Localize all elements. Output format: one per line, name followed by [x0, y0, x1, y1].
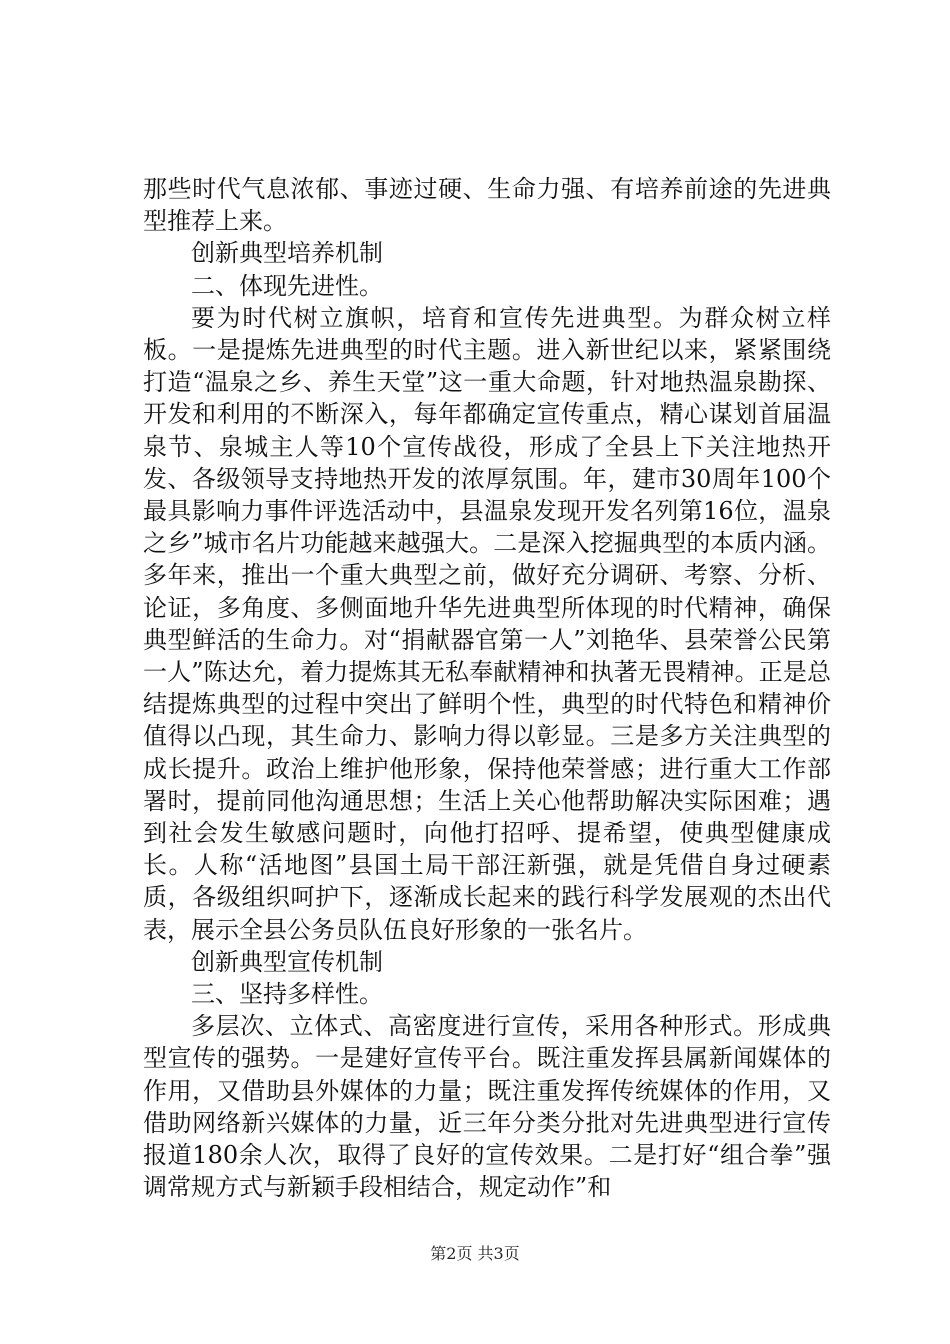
paragraph-continuation: 那些时代气息浓郁、事迹过硬、生命力强、有培养前途的先进典型推荐上来。 — [143, 175, 831, 236]
page-number-footer: 第2页 共3页 — [430, 1244, 520, 1263]
paragraph-diversity-body: 多层次、立体式、高密度进行宣传，采用各种形式。形成典型宣传的强势。一是建好宣传平台。既注重发挥县属新闻媒体的作用，又借助县外媒体的力量；既注重发挥传统媒体的作用，又借助网络新兴媒体的力量，近三年分类分批对先进典型进行宣传报道180余人次，取得了良好的宣传效果。二是打好“组合拳”强调常规方式与新颖手段相结合，规定动作”和 — [143, 1012, 831, 1202]
paragraph-advanced-body: 要为时代树立旗帜，培育和宣传先进典型。为群众树立样板。一是提炼先进典型的时代主题。进入新世纪以来，紧紧围绕打造“温泉之乡、养生天堂”这一重大命题，针对地热温泉勘探、开发和利用的不断深入，每年都确定宣传重点，精心谋划首届温泉节、泉城主人等10个宣传战役，形成了全县上下关注地热开发、各级领导支持地热开发的浓厚氛围。年，建市30周年100个最具影响力事件评选活动中，县温泉发现开发名列第16位，温泉之乡”城市名片功能越来越强大。二是深入挖掘典型的本质内涵。多年来，推出一个重大典型之前，做好充分调研、考察、分析、论证，多角度、多侧面地升华先进典型所体现的时代精神，确保典型鲜活的生命力。对“捐献器官第一人”刘艳华、县荣誉公民第一人”陈达允，着力提炼其无私奉献精神和执著无畏精神。正是总结提炼典型的过程中突出了鲜明个性，典型的时代特色和精神价值得以凸现，其生命力、影响力得以彰显。三是多方关注典型的成长提升。政治上维护他形象，保持他荣誉感；进行重大工作部署时，提前同他沟通思想；生活上关心他帮助解决实际困难；遇到社会发生敏感问题时，向他打招呼、提希望，使典型健康成长。人称“活地图”县国土局干部汪新强，就是凭借自身过硬素质，各级组织呵护下，逐渐成长起来的践行科学发展观的杰出代表，展示全县公务员队伍良好形象的一张名片。 — [143, 303, 831, 944]
section-heading-publicity: 创新典型宣传机制 — [191, 947, 383, 976]
section-title-diversity: 三、坚持多样性。 — [191, 980, 383, 1009]
document-body — [143, 173, 831, 1204]
section-heading-cultivation: 创新典型培养机制 — [191, 239, 383, 268]
section-title-advanced: 二、体现先进性。 — [191, 271, 383, 300]
